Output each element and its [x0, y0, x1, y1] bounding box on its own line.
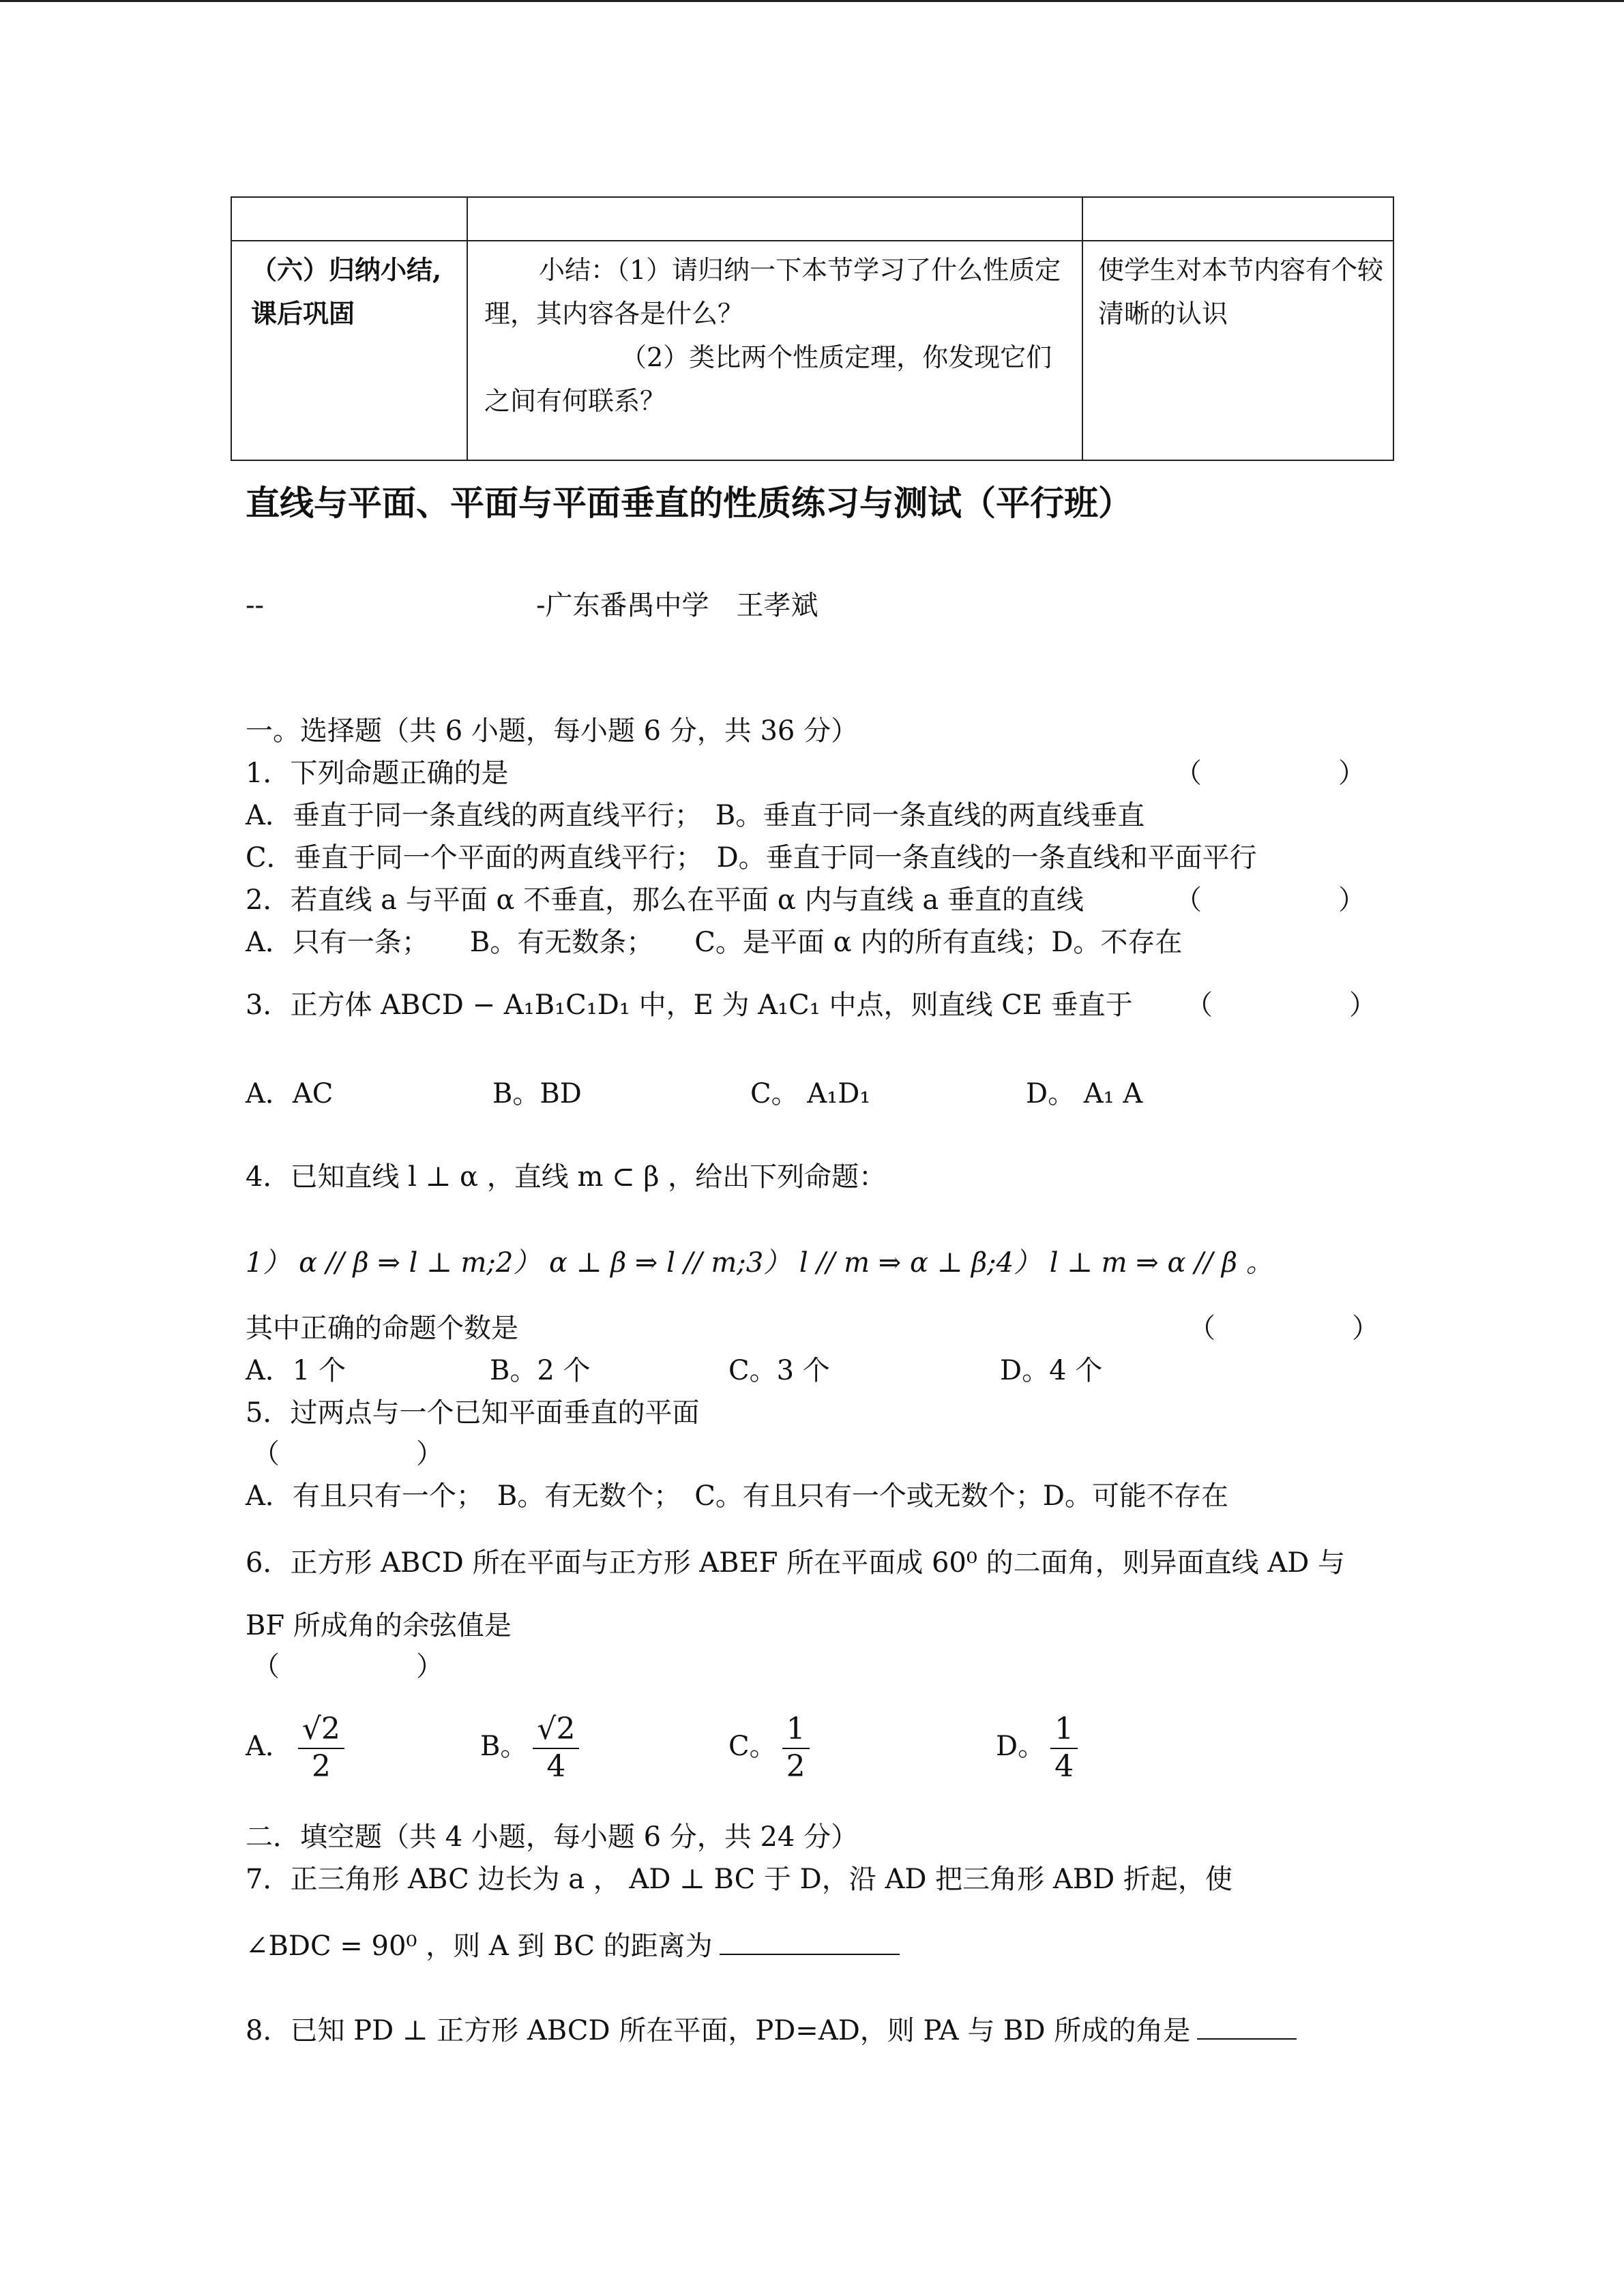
purpose-cell	[1082, 241, 1393, 460]
stage-cell	[231, 241, 467, 460]
content-cell	[467, 241, 1082, 460]
purpose-text: 使学生对本节内容有个较清晰的认识	[1098, 255, 1384, 329]
q6-option-b	[480, 1712, 585, 1785]
q2-options: A．只有一条； B。有无数条； C。是平面 α 内的所有直线；D。不存在	[246, 927, 1183, 958]
section1-heading: 一。选择题（共 6 小题，每小题 6 分，共 36 分）	[246, 715, 859, 747]
author-line: -广东番禺中学 王孝斌	[536, 590, 818, 621]
stage-text: （六）归纳小结, 课后巩固	[251, 254, 442, 329]
q3-answer-paren: （ ）	[1185, 989, 1376, 1021]
q8-line	[246, 2014, 1297, 2047]
q1-answer-paren: （ ）	[1175, 758, 1365, 789]
q7-text-line2	[246, 1930, 900, 1963]
q3-option-b: B。BD	[492, 1078, 582, 1109]
summary-question-2: （2）类比两个性质定理，你发现它们之间有何联系？	[484, 342, 1052, 416]
q4-option-c: C。3 个	[728, 1355, 830, 1386]
q1-options-cd: C．垂直于同一个平面的两直线平行； D。垂直于同一条直线的一条直线和平面平行	[246, 842, 1257, 874]
q4-option-a: A．1 个	[246, 1355, 346, 1386]
table-cell	[467, 197, 1082, 241]
option-label: D。	[996, 1730, 1046, 1762]
table-cell	[231, 197, 467, 241]
q6-answer-paren: （ ）	[252, 1651, 443, 1682]
page-title: 直线与平面、平面与平面垂直的性质练习与测试（平行班）	[246, 483, 1132, 523]
q6-option-a	[246, 1712, 350, 1785]
q8-answer-blank[interactable]	[1197, 2015, 1297, 2040]
option-label: C。	[728, 1730, 777, 1762]
denominator: 4	[1054, 1748, 1074, 1784]
q5-text: 5．过两点与一个已知平面垂直的平面	[246, 1397, 700, 1429]
q4-answer-paren: （ ）	[1188, 1313, 1379, 1344]
q4-text: 4．已知直线 l ⊥ α ，直线 m ⊂ β ，给出下列命题：	[246, 1161, 887, 1193]
q4-option-b: B。2 个	[490, 1355, 591, 1386]
q6-text-line1: 6．正方形 ABCD 所在平面与正方形 ABEF 所在平面成 60⁰ 的二面角，则异面直线 AD 与	[246, 1547, 1345, 1579]
lesson-plan-table	[231, 196, 1394, 461]
table-row	[231, 197, 1393, 241]
denominator: 4	[546, 1748, 566, 1784]
numerator: √2	[533, 1712, 579, 1749]
q7-text-line1: 7．正三角形 ABC 边长为 a ， AD ⊥ BC 于 D，沿 AD 把三角形 ABD 折起，使	[246, 1864, 1232, 1895]
author-dash: --	[246, 590, 265, 621]
q5-answer-paren: （ ）	[252, 1438, 443, 1470]
q1-text: 1．下列命题正确的是	[246, 758, 509, 789]
numerator: √2	[298, 1712, 344, 1749]
table-row	[231, 241, 1393, 460]
q4-propositions: 1） α // β ⇒ l ⊥ m;2） α ⊥ β ⇒ l // m;3） l // m ⇒ α ⊥ β;4） l ⊥ m ⇒ α // β 。	[246, 1247, 1273, 1279]
denominator: 2	[311, 1748, 331, 1784]
q7-text: ∠BDC = 90⁰ ，则 A 到 BC 的距离为	[246, 1930, 713, 1962]
summary-question-1: 小结：（1）请归纳一下本节学习了什么性质定理，其内容各是什么？	[484, 255, 1061, 329]
q2-text: 2．若直线 a 与平面 α 不垂直，那么在平面 α 内与直线 a 垂直的直线	[246, 884, 1084, 916]
q6-option-c	[728, 1712, 815, 1785]
fraction	[298, 1712, 344, 1785]
q6-text-line2: BF 所成角的余弦值是	[246, 1610, 512, 1641]
numerator: 1	[1050, 1712, 1078, 1749]
page-top-border	[0, 0, 1624, 2]
q3-option-c: C。 A₁D₁	[750, 1078, 871, 1109]
fraction	[1050, 1712, 1078, 1785]
q4-option-d: D。4 个	[1000, 1355, 1103, 1386]
fraction	[533, 1712, 579, 1785]
q3-text: 3．正方体 ABCD − A₁B₁C₁D₁ 中，E 为 A₁C₁ 中点，则直线 CE 垂直于	[246, 989, 1133, 1021]
fraction	[782, 1712, 810, 1785]
q6-option-d	[996, 1712, 1083, 1785]
q2-answer-paren: （ ）	[1175, 884, 1365, 916]
q3-option-a: A．AC	[246, 1078, 334, 1109]
q1-options-ab: A．垂直于同一条直线的两直线平行； B。垂直于同一条直线的两直线垂直	[246, 800, 1145, 831]
q4-question: 其中正确的命题个数是	[246, 1313, 518, 1344]
q8-text: 8．已知 PD ⊥ 正方形 ABCD 所在平面，PD=AD，则 PA 与 BD 所成的角是	[246, 2015, 1191, 2046]
q5-options: A．有且只有一个； B。有无数个； C。有且只有一个或无数个；D。可能不存在	[246, 1480, 1228, 1512]
denominator: 2	[786, 1748, 806, 1784]
q3-option-d: D。 A₁ A	[1026, 1078, 1143, 1109]
numerator: 1	[782, 1712, 810, 1749]
q7-answer-blank[interactable]	[720, 1930, 900, 1955]
section2-heading: 二．填空题（共 4 小题，每小题 6 分，共 24 分）	[246, 1821, 859, 1853]
table-cell	[1082, 197, 1393, 241]
option-label: B。	[480, 1730, 528, 1762]
option-label: A．	[246, 1730, 293, 1762]
